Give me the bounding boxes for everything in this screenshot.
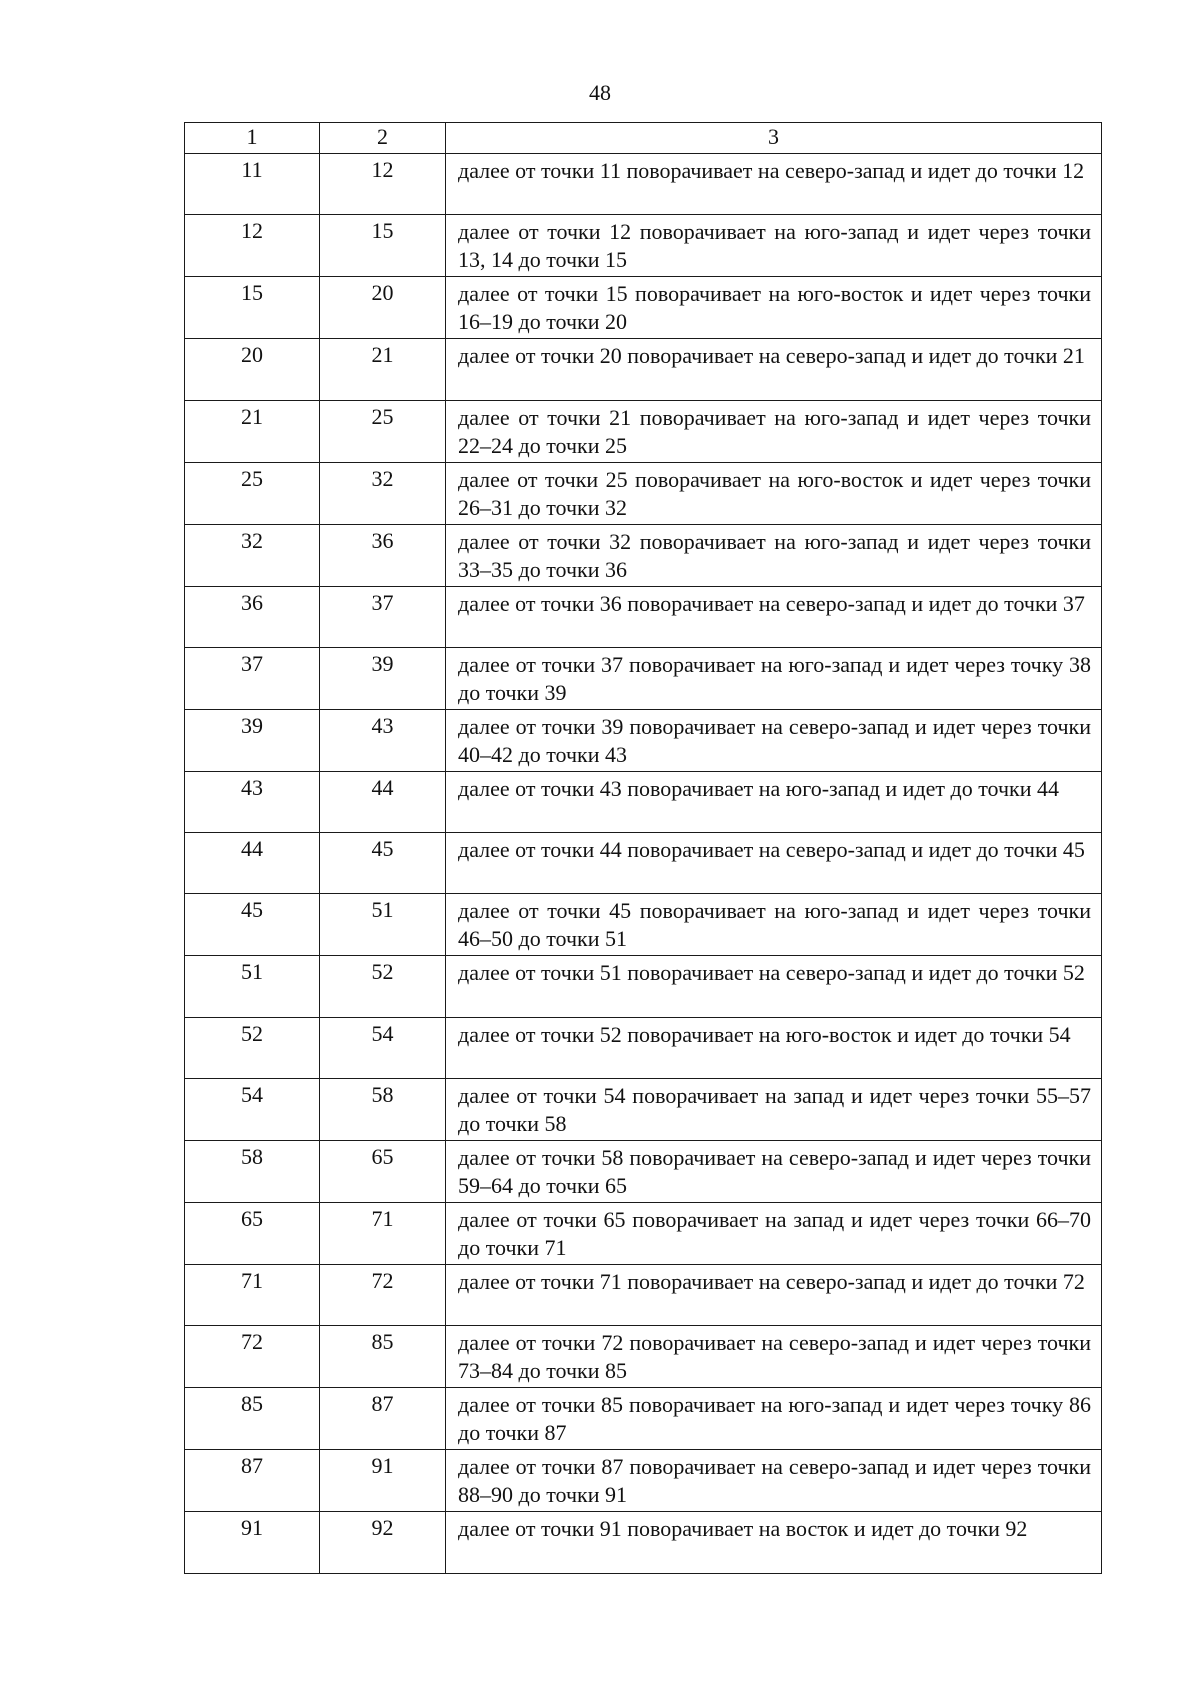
table-row (185, 771, 1102, 832)
start-point-cell: 32 (185, 524, 320, 586)
end-point-cell: 12 (320, 154, 446, 215)
table-row (185, 462, 1102, 524)
description-cell: далее от точки 65 поворачивает на запад и идет через точки 66–70 до точки 71 (446, 1203, 1102, 1265)
table-row (185, 1079, 1102, 1141)
end-point-cell: 72 (320, 1265, 446, 1326)
end-point-cell: 36 (320, 524, 446, 586)
description-cell: далее от точки 39 поворачивает на северо-запад и идет через точки 40–42 до точки 43 (446, 709, 1102, 771)
table-row (185, 1141, 1102, 1203)
description-cell: далее от точки 15 поворачивает на юго-восток и идет через точки 16–19 до точки 20 (446, 277, 1102, 339)
start-point-cell: 71 (185, 1265, 320, 1326)
description-cell: далее от точки 87 поворачивает на северо-запад и идет через точки 88–90 до точки 91 (446, 1450, 1102, 1512)
end-point-cell: 85 (320, 1326, 446, 1388)
start-point-cell: 36 (185, 586, 320, 647)
table-body (185, 154, 1102, 1574)
table-row (185, 956, 1102, 1017)
description-cell: далее от точки 85 поворачивает на юго-запад и идет через точку 86 до точки 87 (446, 1388, 1102, 1450)
description-cell: далее от точки 32 поворачивает на юго-запад и идет через точки 33–35 до точки 36 (446, 524, 1102, 586)
end-point-cell: 51 (320, 894, 446, 956)
end-point-cell: 87 (320, 1388, 446, 1450)
table-row (185, 339, 1102, 400)
start-point-cell: 58 (185, 1141, 320, 1203)
table-row (185, 400, 1102, 462)
end-point-cell: 39 (320, 647, 446, 709)
description-cell: далее от точки 91 поворачивает на восток и идет до точки 92 (446, 1512, 1102, 1573)
start-point-cell: 72 (185, 1326, 320, 1388)
end-point-cell: 58 (320, 1079, 446, 1141)
start-point-cell: 39 (185, 709, 320, 771)
column-header-2: 2 (320, 123, 446, 154)
end-point-cell: 91 (320, 1450, 446, 1512)
table-header-row (185, 123, 1102, 154)
start-point-cell: 12 (185, 215, 320, 277)
end-point-cell: 37 (320, 586, 446, 647)
table-row (185, 1017, 1102, 1078)
start-point-cell: 54 (185, 1079, 320, 1141)
description-cell: далее от точки 45 поворачивает на юго-запад и идет через точки 46–50 до точки 51 (446, 894, 1102, 956)
table-row (185, 1512, 1102, 1573)
page-number: 48 (589, 80, 611, 105)
table-row (185, 524, 1102, 586)
end-point-cell: 44 (320, 771, 446, 832)
description-cell: далее от точки 43 поворачивает на юго-запад и идет до точки 44 (446, 771, 1102, 832)
table-row (185, 277, 1102, 339)
table-row (185, 647, 1102, 709)
description-cell: далее от точки 36 поворачивает на северо-запад и идет до точки 37 (446, 586, 1102, 647)
end-point-cell: 21 (320, 339, 446, 400)
start-point-cell: 11 (185, 154, 320, 215)
end-point-cell: 25 (320, 400, 446, 462)
start-point-cell: 25 (185, 462, 320, 524)
column-header-1: 1 (185, 123, 320, 154)
table-row (185, 1203, 1102, 1265)
end-point-cell: 45 (320, 833, 446, 894)
description-cell: далее от точки 12 поворачивает на юго-запад и идет через точки 13, 14 до точки 15 (446, 215, 1102, 277)
table-row (185, 215, 1102, 277)
table-row (185, 1265, 1102, 1326)
description-cell: далее от точки 11 поворачивает на северо-запад и идет до точки 12 (446, 154, 1102, 215)
description-cell: далее от точки 37 поворачивает на юго-запад и идет через точку 38 до точки 39 (446, 647, 1102, 709)
description-cell: далее от точки 58 поворачивает на северо-запад и идет через точки 59–64 до точки 65 (446, 1141, 1102, 1203)
start-point-cell: 15 (185, 277, 320, 339)
description-cell: далее от точки 21 поворачивает на юго-запад и идет через точки 22–24 до точки 25 (446, 400, 1102, 462)
start-point-cell: 37 (185, 647, 320, 709)
end-point-cell: 71 (320, 1203, 446, 1265)
start-point-cell: 45 (185, 894, 320, 956)
start-point-cell: 52 (185, 1017, 320, 1078)
description-cell: далее от точки 20 поворачивает на северо-запад и идет до точки 21 (446, 339, 1102, 400)
end-point-cell: 43 (320, 709, 446, 771)
table-row (185, 154, 1102, 215)
column-header-3: 3 (446, 123, 1102, 154)
description-cell: далее от точки 72 поворачивает на северо-запад и идет через точки 73–84 до точки 85 (446, 1326, 1102, 1388)
route-table (184, 122, 1102, 1574)
end-point-cell: 54 (320, 1017, 446, 1078)
table-row (185, 1388, 1102, 1450)
table-row (185, 1326, 1102, 1388)
end-point-cell: 32 (320, 462, 446, 524)
start-point-cell: 43 (185, 771, 320, 832)
description-cell: далее от точки 44 поворачивает на северо-запад и идет до точки 45 (446, 833, 1102, 894)
description-cell: далее от точки 54 поворачивает на запад и идет через точки 55–57 до точки 58 (446, 1079, 1102, 1141)
table-row (185, 709, 1102, 771)
table-row (185, 894, 1102, 956)
end-point-cell: 65 (320, 1141, 446, 1203)
start-point-cell: 91 (185, 1512, 320, 1573)
start-point-cell: 51 (185, 956, 320, 1017)
end-point-cell: 52 (320, 956, 446, 1017)
start-point-cell: 20 (185, 339, 320, 400)
description-cell: далее от точки 52 поворачивает на юго-восток и идет до точки 54 (446, 1017, 1102, 1078)
description-cell: далее от точки 71 поворачивает на северо-запад и идет до точки 72 (446, 1265, 1102, 1326)
start-point-cell: 87 (185, 1450, 320, 1512)
start-point-cell: 44 (185, 833, 320, 894)
description-cell: далее от точки 25 поворачивает на юго-восток и идет через точки 26–31 до точки 32 (446, 462, 1102, 524)
end-point-cell: 92 (320, 1512, 446, 1573)
end-point-cell: 15 (320, 215, 446, 277)
table-row (185, 1450, 1102, 1512)
start-point-cell: 85 (185, 1388, 320, 1450)
description-cell: далее от точки 51 поворачивает на северо-запад и идет до точки 52 (446, 956, 1102, 1017)
end-point-cell: 20 (320, 277, 446, 339)
start-point-cell: 65 (185, 1203, 320, 1265)
table-row (185, 833, 1102, 894)
table-row (185, 586, 1102, 647)
start-point-cell: 21 (185, 400, 320, 462)
